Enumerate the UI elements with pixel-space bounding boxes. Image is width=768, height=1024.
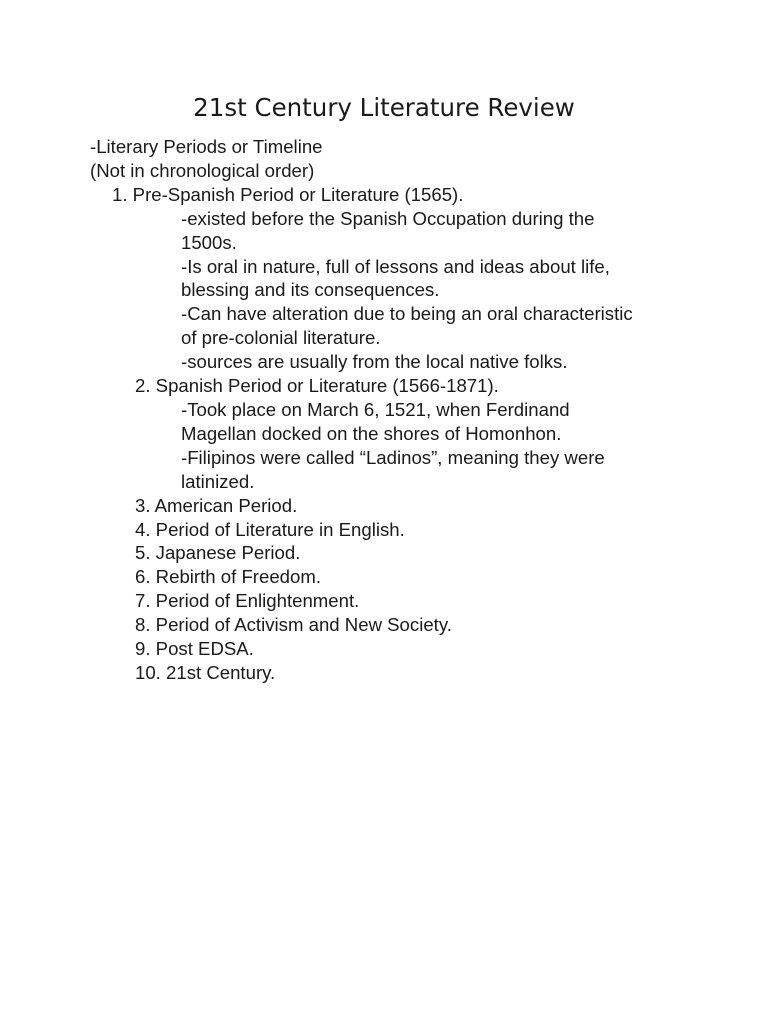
period-item: 3. American Period. xyxy=(135,494,298,516)
period-item: 5. Japanese Period. xyxy=(135,542,301,564)
period-item: 6. Rebirth of Freedom. xyxy=(135,566,322,588)
intro-note: (Not in chronological order) xyxy=(90,159,315,181)
document-title: 21st Century Literature Review xyxy=(193,93,575,122)
note-line: of pre-colonial literature. xyxy=(181,327,381,349)
period-note xyxy=(0,446,768,494)
period-note xyxy=(0,350,768,374)
period-heading: 1. Pre-Spanish Period or Literature (1565). xyxy=(112,183,464,205)
note-line: -existed before the Spanish Occupation during the xyxy=(181,207,595,229)
note-line: -Filipinos were called “Ladinos”, meaning they were xyxy=(181,446,605,468)
note-line: -Took place on March 6, 1521, when Ferdinand xyxy=(181,398,570,420)
period-item: 7. Period of Enlightenment. xyxy=(135,590,360,612)
period-heading: 2. Spanish Period or Literature (1566-1871). xyxy=(135,375,499,397)
document-body xyxy=(0,135,768,685)
note-line: Magellan docked on the shores of Homonhon. xyxy=(181,422,562,444)
intro-line: -Literary Periods or Timeline xyxy=(90,136,323,157)
note-line: 1500s. xyxy=(181,231,237,253)
period-note xyxy=(0,302,768,350)
period-note xyxy=(0,255,768,303)
period-item: 4. Period of Literature in English. xyxy=(135,518,405,540)
note-line: -sources are usually from the local native folks. xyxy=(181,351,568,373)
period-item: 9. Post EDSA. xyxy=(135,638,254,660)
period-item: 10. 21st Century. xyxy=(135,661,276,683)
period-note xyxy=(0,398,768,446)
period-item: 8. Period of Activism and New Society. xyxy=(135,614,452,636)
note-line: -Is oral in nature, full of lessons and ideas about life, xyxy=(181,255,610,277)
note-line: latinized. xyxy=(181,470,255,492)
note-line: -Can have alteration due to being an oral characteristic xyxy=(181,303,633,325)
period-note xyxy=(0,207,768,255)
note-line: blessing and its consequences. xyxy=(181,279,440,301)
